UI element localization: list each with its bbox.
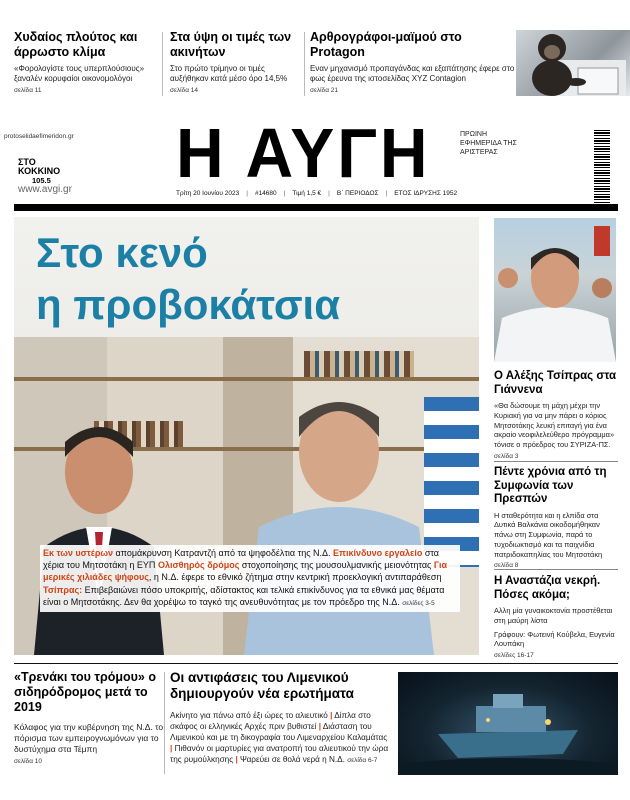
story-page: σελίδα 8: [494, 562, 519, 570]
separator: |: [385, 190, 388, 197]
issue-number: #14680: [254, 190, 277, 197]
issue-period: Β΄ ΠΕΡΙΟΔΟΣ: [336, 190, 379, 197]
teaser-title: Χυδαίος πλούτος και άρρωστο κλίμα: [14, 30, 138, 59]
monkey-laptop-photo: [516, 30, 630, 96]
right-story-prespa[interactable]: [494, 466, 618, 569]
lead-headline: [36, 227, 476, 331]
story-text: Αλλη μία γυναικοκτονία προστέθεται στη μαύρη λίστα: [494, 606, 613, 625]
story-title: Ο Αλέξης Τσίπρας στα Γιάννενα: [494, 370, 617, 396]
barcode: [594, 130, 610, 206]
story-title: Η Αναστάζια νεκρή. Πόσες ακόμα;: [494, 575, 601, 601]
divider: [164, 672, 165, 774]
issue-price: Τιμή 1,5 €: [292, 190, 322, 197]
separator: |: [283, 190, 286, 197]
issue-info: [176, 190, 586, 197]
newspaper-title: Η ΑΥΓΗ: [176, 114, 431, 192]
teaser-title: Στα ύψη οι τιμές των ακινήτων: [170, 30, 292, 59]
story-text: Η σταθερότητα και η ελπίδα στα Δυτικά Βαλκάνια οικοδομήθηκαν πάνω στη Συμφωνία, παρά το τυχοδιωκτισμό και τα παιχνίδια πατριδοκαπηλίας του Μητσοτάκη: [494, 510, 603, 559]
divider: [494, 569, 618, 570]
top-teasers: [14, 30, 618, 102]
bullet-text: Πιθανόν οι μαρτυρίες για ανατροπή του αλιευτικού την ώρα της ρυμούλκησης: [170, 744, 389, 764]
tagline: ΠΡΩΙΝΗ ΕΦΗΜΕΡΙΔΑ ΤΗΣ ΑΡΙΣΤΕΡΑΣ: [460, 131, 517, 156]
summary-text: απομάκρυνση Κατραντζή από τα ψηφοδέλτια της Ν.Δ.: [113, 548, 334, 558]
teaser-text: Εναν μηχανισμό προπαγάνδας και εξαπάτησης έφερε στο φως έρευνα της ιστοσελίδας XYZ Contagion: [310, 64, 515, 83]
teaser-protagon[interactable]: [310, 30, 520, 94]
bullet-text: Ψαρεύει σε θολά νερά η Ν.Δ.: [240, 755, 345, 764]
story-text: Κόλαφος για την κυβέρνηση της Ν.Δ. το πόρισμα των εμπειρογνωμόνων για το δυστύχημα στα Τέμπη: [14, 722, 164, 754]
bottom-story-coastguard[interactable]: [170, 670, 390, 766]
divider: [304, 32, 305, 96]
lead-summary: [40, 545, 460, 612]
story-page: σελίδα 6-7: [347, 757, 378, 764]
lead-pages: σελίδες 3-5: [402, 599, 435, 607]
highlight: Τσίπρας:: [43, 584, 83, 595]
separator: |: [328, 190, 330, 197]
bullet-divider: |: [235, 755, 238, 764]
story-text: «Θα δώσουμε τη μάχη μέχρι την Κυριακή για να μην πάρει ο κόριος Μητσοτάκης λευκή επιταγή για ένα ακραίο νεοφιλελεύθερο πρόγραμμα» τόνισε ο πρόεδρος του ΣΥΡΙΖΑ-ΠΣ.: [494, 401, 615, 450]
bullet-divider: |: [330, 711, 333, 720]
founding-year: ΕΤΟΣ ΙΔΡΥΣΗΣ 1952: [394, 190, 458, 197]
highlight: Ολισθηρός δρόμος: [157, 560, 240, 571]
story-byline: Γράφουν: Φωτεινή Κούβελα, Ευγενία Λουπάκη: [494, 629, 615, 649]
fishing-boat-photo: [398, 672, 618, 775]
bullet-text: Δίπλα στο σκάφος οι ελληνικές Αρχές πριν βυθιστεί: [170, 711, 371, 731]
story-title: Πέντε χρόνια από τη Συμφωνία των Πρεσπών: [494, 466, 607, 505]
story-title: Οι αντιφάσεις του Λιμενικού δημιουργούν νέα ερωτήματα: [170, 670, 354, 701]
right-story-femicide[interactable]: [494, 575, 618, 659]
story-title: «Τρενάκι του τρόμου» ο σιδηρόδρομος μετά το 2019: [14, 670, 156, 714]
teaser-text: Στο πρώτο τρίμηνο οι τιμές αυξήθηκαν κατά μέσο όρο 14,5%: [170, 64, 288, 83]
website-link[interactable]: www.avgi.gr: [18, 184, 72, 195]
divider: [162, 32, 163, 96]
bottom-story-railway[interactable]: [14, 670, 164, 765]
summary-text: στοχοποίησης της μουσουλμανικής μειονότητας: [239, 560, 434, 571]
story-page: σελίδες 16-17: [494, 652, 534, 660]
right-story-tsipras[interactable]: [494, 370, 618, 460]
issue-date: Τρίτη 20 Ιουνίου 2023: [176, 190, 240, 197]
separator: |: [246, 190, 248, 197]
highlight: Επικίνδυνο εργαλείο: [333, 548, 423, 558]
teaser-housing[interactable]: [170, 30, 300, 94]
story-text: [170, 710, 390, 766]
bullet-divider: |: [170, 744, 173, 753]
highlight: Για μερικές χιλιάδες ψήφους: [43, 560, 448, 583]
bullet-text: Ακίνητο για πάνω από έξι ώρες το αλιευτικό: [170, 711, 331, 720]
highlight: Εκ των υστέρων: [43, 548, 114, 558]
summary-text: Επιβεβαιώνει πόσο υποκριτής, αδίστακτος και τελικά επικίνδυνος για τα εθνικά μας θέματα είναι ο Μητσοτάκης. Δεν θα χορέψω το ταγκό της ανευθυνότητας με τον πρόεδρο της Ν.Δ.: [43, 584, 445, 607]
teaser-page: σελίδα 11: [14, 87, 42, 94]
teaser-page: σελίδα 21: [310, 87, 339, 94]
summary-text: , η Ν.Δ. έφερε το εθνικό ζήτημα στην κεντρική προεκλογική αντιπαράθεση: [148, 572, 442, 583]
teaser-page: σελίδα 14: [170, 87, 199, 94]
teaser-title: Αρθρογράφοι-μαϊμού στο Protagon: [310, 30, 462, 59]
bottom-rule: [14, 663, 618, 664]
bullet-divider: |: [318, 722, 321, 731]
divider: [494, 461, 618, 462]
masthead-rule: [14, 204, 618, 211]
story-page: σελίδα 10: [14, 758, 43, 765]
radio-frequency: 105.5: [32, 176, 51, 185]
headline-line-1: Στο κενό: [36, 229, 208, 276]
tsipras-photo: [494, 218, 616, 362]
headline-line-2: η προβοκάτσια: [36, 281, 341, 328]
summary-text: στα χέρια του Μητσοτάκη η ΕΥΠ: [43, 548, 440, 571]
story-page: σελίδα 3: [494, 452, 519, 460]
politician-left-photo: [34, 397, 164, 655]
bullet-text: Διάσταση του Λιμενικού και με τη δικογραφία του Λιμεναρχείου Καλαμάτας: [170, 722, 388, 742]
radio-name: ΣΤΟ ΚΟΚΚΙΝΟ: [18, 157, 61, 176]
radio-logo: [18, 158, 70, 185]
source-tag: protoselidaefimeridon.gr: [4, 133, 74, 140]
teaser-text: «Φορολογίστε τους υπερπλούσιους» ξαναλέν κορυφαίοι οικονομολόγοι: [14, 64, 145, 83]
teaser-wealth[interactable]: [14, 30, 154, 94]
